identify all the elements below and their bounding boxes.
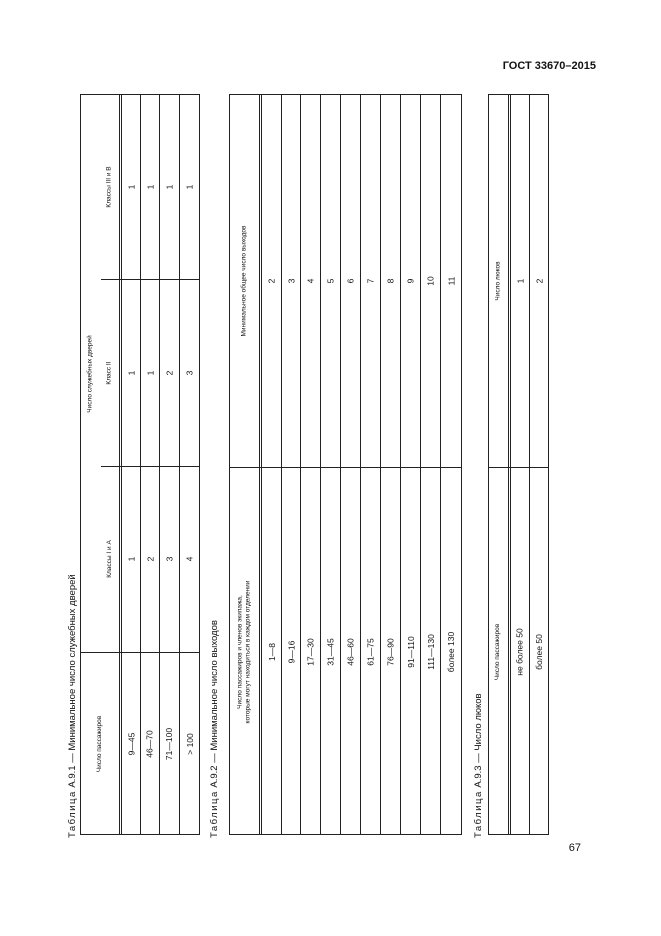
table-cell: 2	[144, 556, 155, 562]
table-cell: 2	[164, 370, 175, 375]
table-cell: 11	[445, 276, 456, 286]
table-cell: 61—75	[365, 637, 376, 666]
table-cell: 91—110	[405, 635, 416, 668]
table-cell: 1	[164, 184, 175, 190]
table-cell: 5	[325, 278, 336, 284]
standard-header: ГОСТ 33670–2015	[502, 60, 596, 72]
table-cell: 17—30	[305, 637, 316, 666]
table1-header-class2: Класс II	[106, 360, 113, 385]
table-cell: 4	[184, 556, 195, 562]
table2-header-passengers: Число пассажиров и членов экипажа, которые могут находиться в каждом отделении	[236, 580, 252, 723]
table3-header-hatches: Число люков	[494, 261, 502, 301]
table2-caption: Таблица А.9.2 — Минимальное число выходов	[209, 620, 220, 838]
table-cell: 3	[184, 370, 195, 375]
table-cell: более 130	[446, 631, 456, 672]
table-cell: 1	[184, 184, 195, 190]
table-cell: 8	[385, 278, 396, 284]
table-cell: 1—8	[266, 642, 277, 661]
table-cell: 1	[144, 184, 155, 190]
table-cell: 31—45	[325, 637, 336, 666]
table-cell: 10	[425, 276, 436, 286]
table-cell: 3	[285, 278, 296, 284]
table-cell: 111—130	[425, 633, 436, 670]
table-cell: 2	[266, 278, 277, 284]
table-cell: 9—16	[286, 640, 296, 663]
table-cell: 3	[164, 556, 175, 562]
table3-caption: Таблица А.9.3 — Число люков	[473, 693, 484, 838]
table-cell: 2	[533, 278, 544, 284]
table-cell: 71—100	[164, 727, 175, 761]
table-cell: более 50	[534, 633, 545, 670]
table-cell: 1	[125, 556, 136, 562]
table-cell: 9	[405, 278, 416, 284]
page-number: 67	[568, 842, 581, 854]
table-cell: 1	[125, 370, 136, 375]
table1-header-class1a: Классы I и А	[106, 540, 113, 578]
table-cell: 1	[514, 278, 525, 284]
table1-header-passengers: Число пассажиров	[96, 715, 104, 773]
table3	[488, 94, 549, 835]
table-cell: 46—70	[145, 730, 156, 758]
table-cell: 1	[144, 370, 155, 375]
table-cell: 46—60	[345, 637, 356, 666]
table3-header-passengers: Число пассажиров	[494, 623, 502, 680]
table-cell: 7	[365, 278, 376, 284]
table-cell: 4	[305, 278, 316, 284]
table-cell: 76—90	[385, 637, 396, 666]
table-cell: > 100	[184, 733, 195, 755]
table-cell: 1	[125, 184, 136, 190]
table-cell: 6	[345, 278, 356, 284]
table-cell: 9—45	[126, 732, 136, 756]
table1-header-group: Число служебных дверей	[87, 334, 95, 413]
table2	[229, 94, 462, 835]
table1	[80, 94, 200, 835]
table2-header-exits: Минимальное общее число выходов	[240, 225, 248, 337]
table1-caption: Таблица А.9.1 — Минимальное число служебных дверей	[67, 574, 78, 838]
table-cell: не более 50	[515, 627, 525, 676]
table1-header-class3b: Классы III и В	[106, 166, 114, 208]
